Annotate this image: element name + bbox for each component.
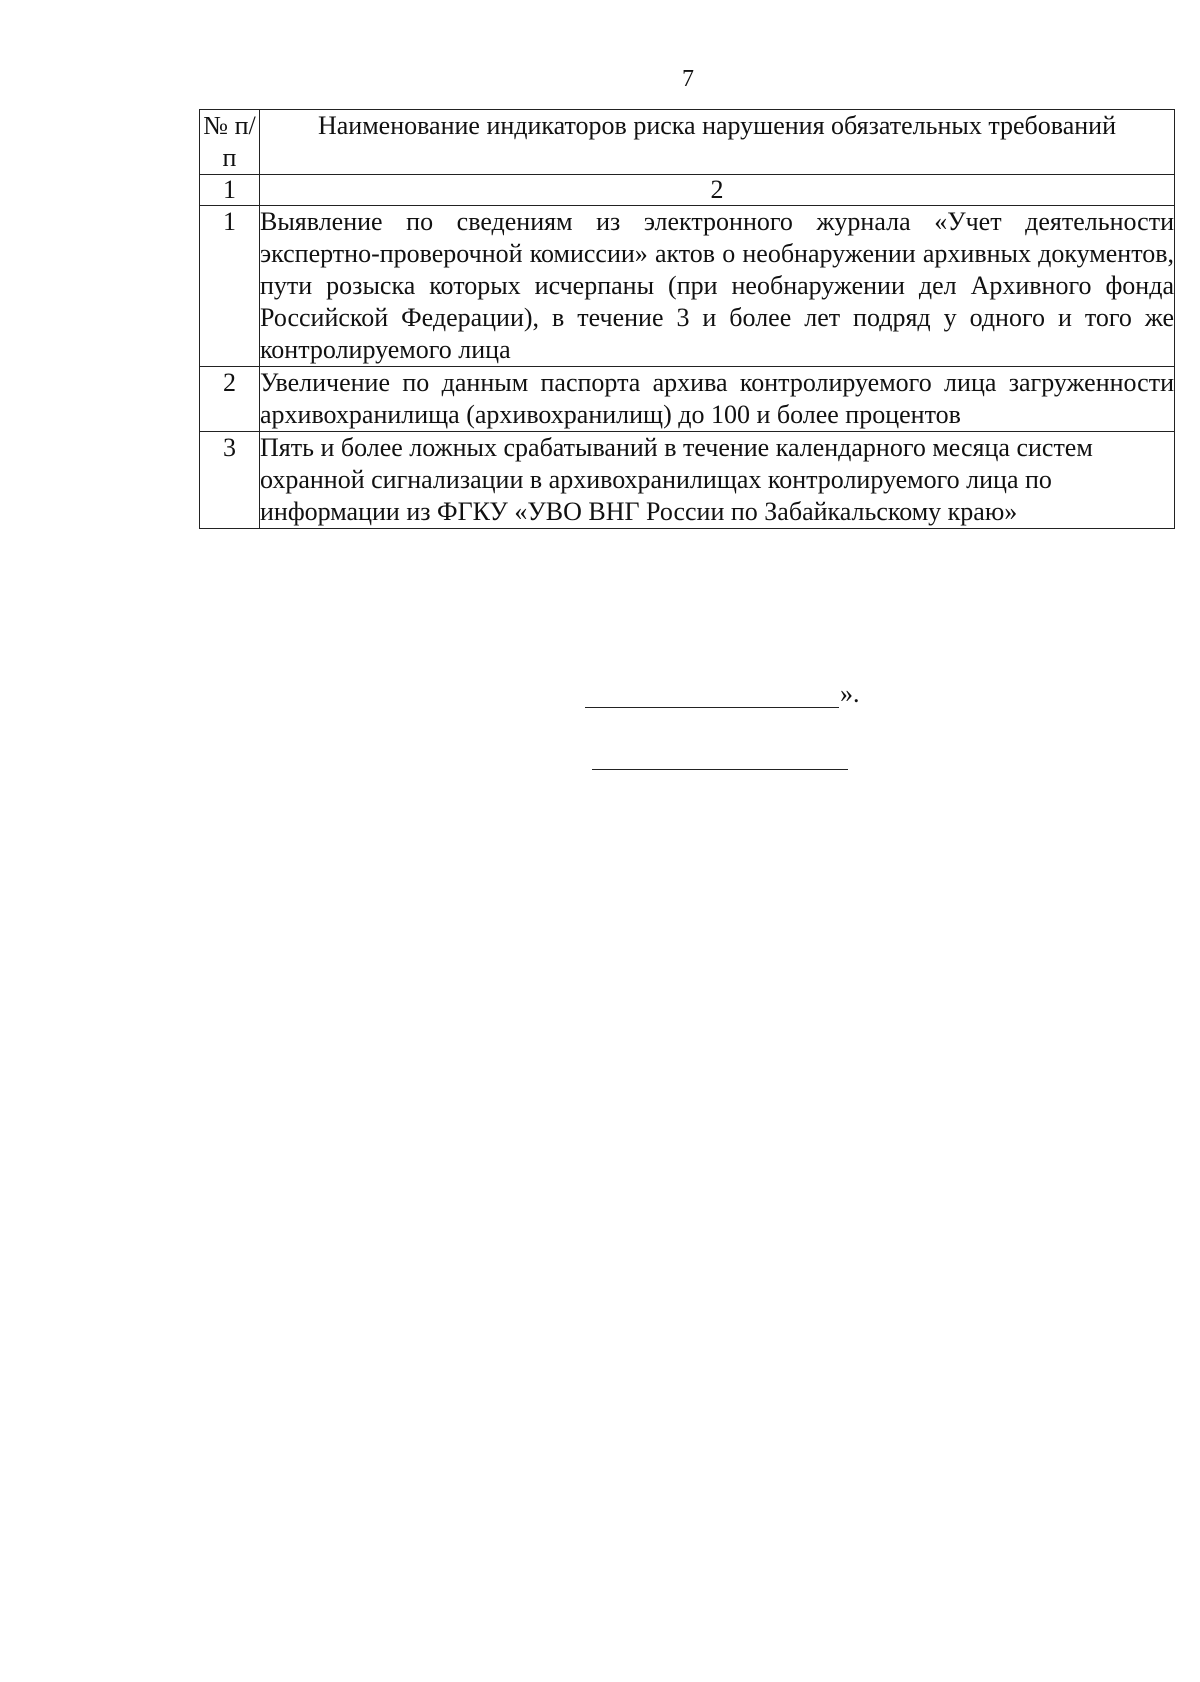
column-index-row: [200, 175, 1175, 206]
closing-quote-mark: ».: [840, 679, 860, 708]
row-indicator-text: Пять и более ложных срабатываний в течение календарного месяца систем охранной сигнализации в архивохранилищах контролируемого лица по информации из ФГКУ «УВО ВНГ России по Забайкальскому краю»: [260, 432, 1175, 529]
row-number: 3: [200, 432, 260, 529]
table-row: [200, 432, 1175, 529]
table-header-row: [200, 110, 1175, 175]
row-number: 2: [200, 367, 260, 432]
row-indicator-text: Увеличение по данным паспорта архива контролируемого лица загруженности архивохранилища (архивохранилищ) до 100 и более процентов: [260, 367, 1175, 432]
column-index-2: 2: [260, 175, 1175, 206]
risk-indicators-table: [199, 109, 1175, 529]
header-number-column: № п/п: [200, 110, 260, 175]
row-number: 1: [200, 206, 260, 367]
row-indicator-text: Выявление по сведениям из электронного журнала «Учет деятельности экспертно-проверочной комиссии» актов о необнаружении архивных документов, пути розыска которых исчерпаны (при необнаружении дел Архивного фонда Российской Федерации), в течение 3 и более лет подряд у одного и того же контролируемого лица: [260, 206, 1175, 367]
end-divider-line: [592, 769, 848, 770]
header-indicator-name-column: Наименование индикаторов риска нарушения обязательных требований: [260, 110, 1175, 175]
page-number: 7: [682, 66, 694, 92]
column-index-1: 1: [200, 175, 260, 206]
closing-blank-line: [585, 707, 839, 708]
table-row: [200, 206, 1175, 367]
table-row: [200, 367, 1175, 432]
